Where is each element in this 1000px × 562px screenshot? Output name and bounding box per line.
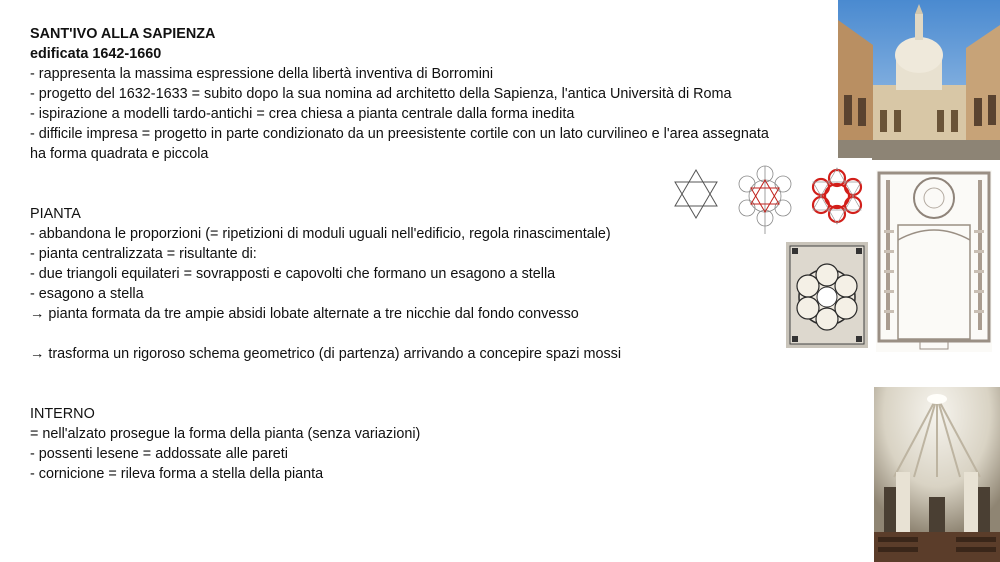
intro-line: - difficile impresa = progetto in parte condizionato da un preesistente cortile con un lato curvilineo e l'area assegnata	[30, 126, 769, 142]
original-plan-drawing	[786, 242, 868, 348]
interior-photo	[874, 387, 1000, 562]
pianta-line: - esagono a stella	[30, 286, 144, 302]
interno-line: = nell'alzato prosegue la forma della pianta (senza variazioni)	[30, 426, 421, 442]
section-heading-interno: INTERNO	[30, 406, 95, 422]
slide-title: SANT'IVO ALLA SAPIENZA	[30, 26, 216, 42]
pianta-line: - due triangoli equilateri = sovrapposti e capovolti che formano un esagono a stella	[30, 266, 556, 282]
intro-line: - progetto del 1632-1633 = subito dopo la sua nomina ad architetto della Sapienza, l'antica Università di Roma	[30, 86, 732, 102]
intro-line: - ispirazione a modelli tardo-antichi = crea chiesa a pianta centrale dalla forma inedita	[30, 106, 575, 122]
interno-line: - cornicione = rileva forma a stella della pianta	[30, 466, 324, 482]
pianta-conclusion: → trasforma un rigoroso schema geometrico (di partenza) arrivando a concepire spazi mossi	[30, 346, 622, 362]
geometric-schemes	[662, 158, 872, 240]
interno-line: - possenti lesene = addossate alle pareti	[30, 446, 288, 462]
slide-subtitle: edificata 1642-1660	[30, 46, 162, 62]
pianta-line: - abbandona le proporzioni (= ripetizioni di moduli uguali nell'edificio, regola rinascimentale)	[30, 226, 611, 242]
pianta-line: → pianta formata da tre ampie absidi lobate alternate a tre nicchie dal fondo convesso	[30, 306, 579, 322]
ground-plan	[876, 170, 992, 352]
section-heading-pianta: PIANTA	[30, 206, 81, 222]
intro-line: ha forma quadrata e piccola	[30, 146, 209, 162]
pianta-line: - pianta centralizzata = risultante di:	[30, 246, 257, 262]
slide-text	[30, 24, 830, 484]
exterior-courtyard-photo	[838, 0, 1000, 160]
intro-line: - rappresenta la massima espressione della libertà inventiva di Borromini	[30, 66, 494, 82]
